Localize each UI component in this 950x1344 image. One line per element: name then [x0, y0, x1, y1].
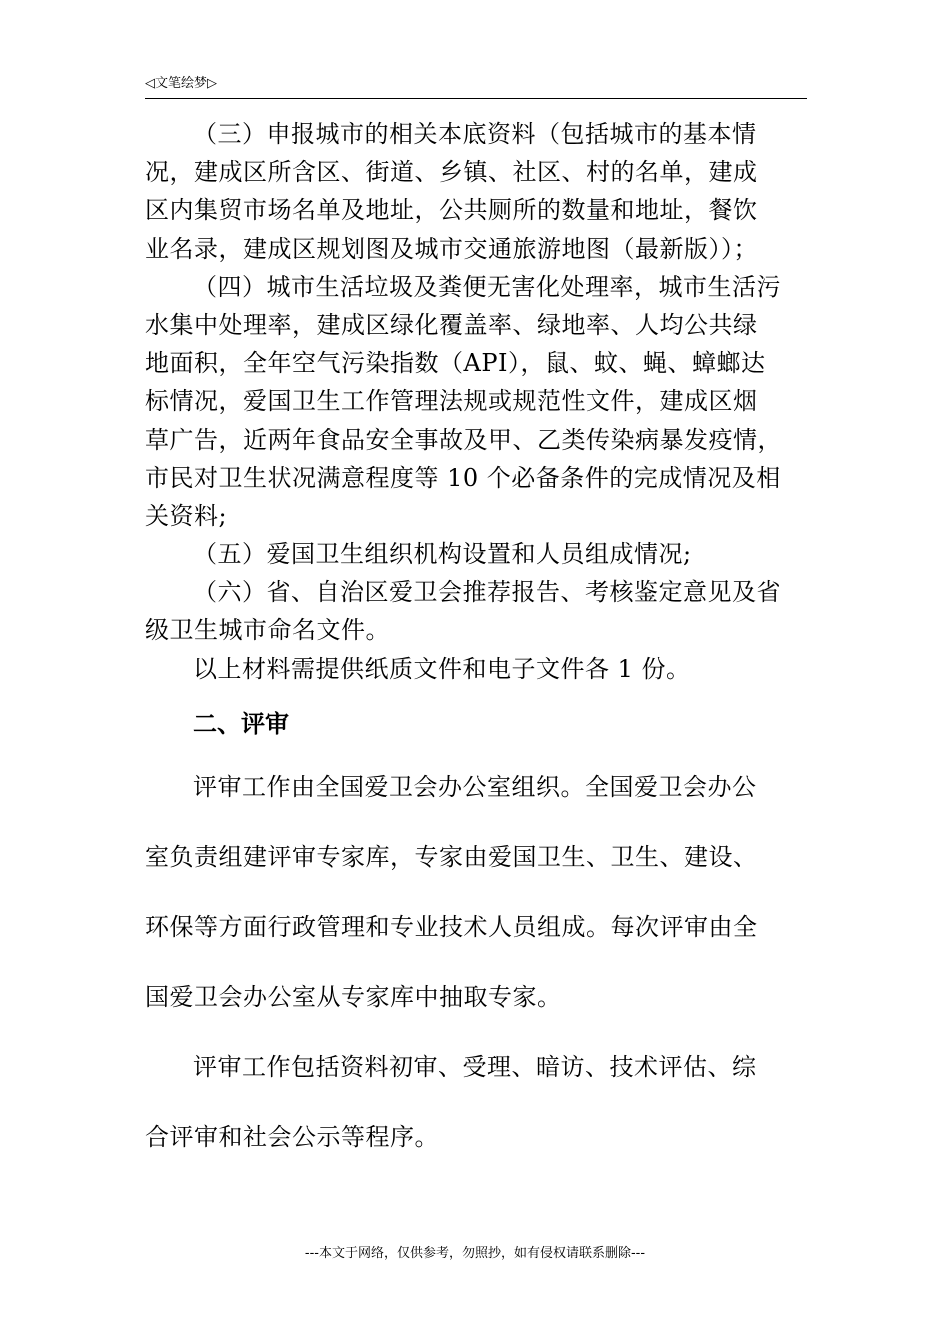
- review-section: [145, 752, 807, 1172]
- page-footer: ---本文于网络，仅供参考，勿照抄，如有侵权请联系删除---: [304, 1246, 646, 1261]
- paragraph-line: （三）申报城市的相关本底资料（包括城市的基本情: [193, 120, 757, 148]
- paragraph-line: （六）省、自治区爱卫会推荐报告、考核鉴定意见及省: [193, 578, 781, 607]
- paragraph-line: 草广告，近两年食品安全事故及甲、乙类传染病暴发疫情，: [145, 425, 782, 454]
- paragraph-line: 水集中处理率，建成区绿化覆盖率、绿地率、人均公共绿: [145, 310, 758, 339]
- paragraph-line: 业名录，建成区规划图及城市交通旅游地图（最新版））；: [145, 234, 758, 263]
- paragraph-line: 环保等方面行政管理和专业技术人员组成。每次评审由全: [145, 913, 758, 941]
- paragraph-line: 关资料;: [145, 501, 228, 530]
- paragraph-line: 市民对卫生状况满意程度等 10 个必备条件的完成情况及相: [145, 463, 781, 492]
- page-header: [145, 72, 807, 99]
- section-heading: 二、评审: [193, 710, 289, 738]
- header-title: ◁文笔绘梦▷: [145, 76, 217, 91]
- paragraph-line: 评审工作由全国爱卫会办公室组织。全国爱卫会办公: [193, 773, 757, 801]
- paragraph-line: 合评审和社会公示等程序。: [145, 1123, 439, 1151]
- paragraph-line: 级卫生城市命名文件。: [145, 616, 390, 645]
- paragraph-line: 国爱卫会办公室从专家库中抽取专家。: [145, 983, 562, 1011]
- paragraph-line: 室负责组建评审专家库，专家由爱国卫生、卫生、建设、: [145, 843, 758, 871]
- paragraph-line: （五）爱国卫生组织机构设置和人员组成情况;: [193, 540, 692, 569]
- paragraph-line: 区内集贸市场名单及地址，公共厕所的数量和地址，餐饮: [145, 196, 758, 225]
- paragraph-line: 评审工作包括资料初审、受理、暗访、技术评估、综: [193, 1053, 757, 1081]
- paragraph-line: （四）城市生活垃圾及粪便无害化处理率，城市生活污: [193, 272, 781, 301]
- materials-list: [145, 115, 807, 688]
- paragraph-line: 以上材料需提供纸质文件和电子文件各 1 份。: [193, 654, 691, 683]
- paragraph-line: 地面积，全年空气污染指数（API），鼠、蚊、蝇、蟑螂达: [145, 349, 766, 378]
- paragraph-line: 标情况，爱国卫生工作管理法规或规范性文件，建成区烟: [145, 387, 758, 416]
- paragraph-line: 况，建成区所含区、街道、乡镇、社区、村的名单，建成: [145, 158, 758, 187]
